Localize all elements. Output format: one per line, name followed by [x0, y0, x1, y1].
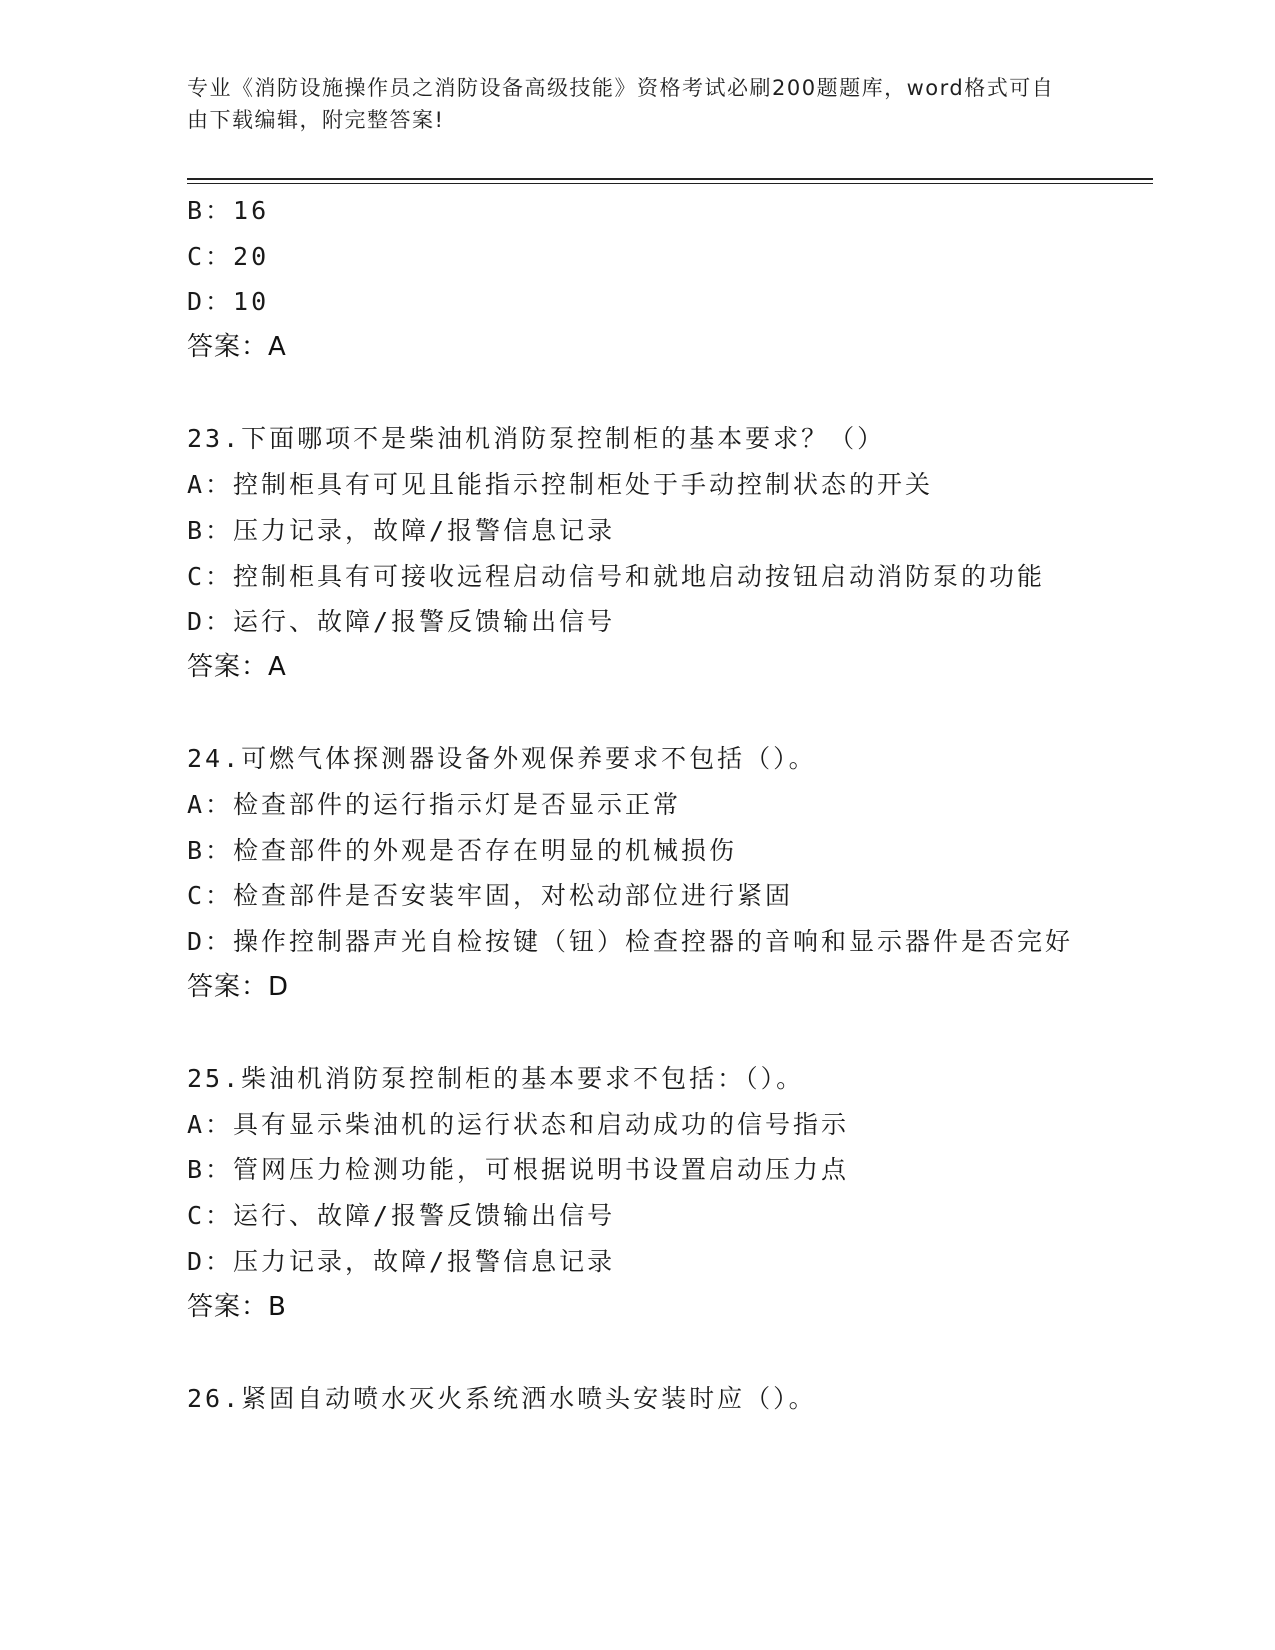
option-b: B：管网压力检测功能，可根据说明书设置启动压力点 [187, 1155, 850, 1185]
option-c: C：控制柜具有可接收远程启动信号和就地启动按钮启动消防泵的功能 [187, 561, 1046, 591]
option-c: C：检查部件是否安装牢固，对松动部位进行紧固 [187, 881, 794, 911]
spacer [187, 1010, 1087, 1056]
question-list [187, 188, 1087, 1422]
question-stem: 24.可燃气体探测器设备外观保养要求不包括（）。 [187, 744, 817, 774]
option-a: A：具有显示柴油机的运行状态和启动成功的信号指示 [187, 1109, 850, 1139]
spacer [187, 1330, 1087, 1376]
option-d: D：操作控制器声光自检按键（钮）检查控器的音响和显示器件是否完好 [187, 927, 1074, 956]
option-d: D：10 [187, 287, 270, 317]
option-b: B：检查部件的外观是否存在明显的机械损伤 [187, 835, 738, 865]
document-header: 专业《消防设施操作员之消防设备高级技能》资格考试必刷200题题库，word格式可自由下载编辑，附完整答案! [187, 76, 1055, 132]
option-a: A：控制柜具有可见且能指示控制柜处于手动控制状态的开关 [187, 470, 934, 500]
option-d: D：运行、故障/报警反馈输出信号 [187, 607, 616, 637]
answer-line: 答案：A [187, 332, 287, 363]
header-divider-thin [187, 183, 1153, 184]
option-d: D：压力记录，故障/报警信息记录 [187, 1246, 616, 1276]
option-c: C：运行、故障/报警反馈输出信号 [187, 1201, 616, 1231]
option-b: B：16 [187, 196, 270, 225]
question-stem: 23.下面哪项不是柴油机消防泵控制柜的基本要求？（） [187, 424, 886, 454]
question-stem: 26.紧固自动喷水灭火系统洒水喷头安装时应（）。 [187, 1383, 817, 1413]
answer-line: 答案：A [187, 651, 287, 682]
question-stem: 25.柴油机消防泵控制柜的基本要求不包括：（）。 [187, 1064, 805, 1094]
answer-line: 答案：B [187, 1291, 287, 1322]
option-a: A：检查部件的运行指示灯是否显示正常 [187, 789, 682, 819]
option-c: C：20 [187, 241, 270, 271]
option-b: B：压力记录，故障/报警信息记录 [187, 515, 616, 545]
answer-line: 答案：D [187, 971, 290, 1002]
header-divider-thick [187, 178, 1153, 180]
spacer [187, 371, 1087, 417]
spacer [187, 691, 1087, 737]
